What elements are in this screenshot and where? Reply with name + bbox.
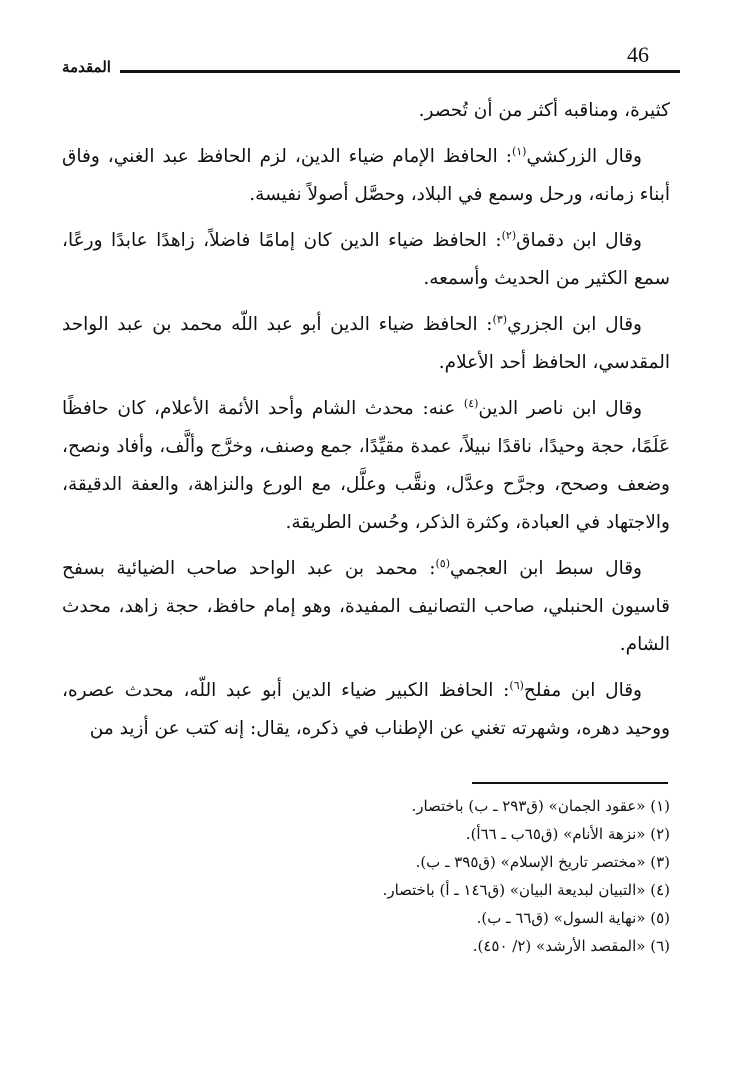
paragraph-text: : الحافظ ضياء الدين كان إمامًا فاضلاً، زاهدًا عابدًا ورعًا، سمع الكثير من الحديث وأسمعه. [62, 230, 670, 289]
footnote: (٤) «التبيان لبديعة البيان» (ق١٤٦ ـ أ) باختصار. [382, 881, 670, 899]
paragraph [62, 390, 670, 542]
footnote-marker: (٣) [492, 312, 508, 326]
footnotes [62, 792, 670, 960]
main-text [62, 92, 670, 756]
paragraph-text: عنه: محدث الشام وأحد الأئمة الأعلام، كان حافظًا عَلَمًا، حجة وحيدًا، ناقدًا نبيلاً، عمدة مقيِّدًا، جمع وصنف، وخرَّج وألَّف، وأفاد ونصح، وضعف وصحح، وجرَّح وعدَّل، ونقَّب وعلَّل، مع الورع والنزاهة، والعفة الدقيقة، والاجتهاد في العبادة، وكثرة الذكر، وحُسن الطريقة. [62, 398, 670, 533]
paragraph [62, 222, 670, 298]
paragraph [62, 138, 670, 214]
paragraph-text: : الحافظ الإمام ضياء الدين، لزم الحافظ عبد الغني، وفاق أبناء زمانه، ورحل وسمع في البلاد، وحصَّل أصولاً نفيسة. [62, 146, 670, 205]
paragraph-text: وقال ابن دقماق [516, 230, 642, 251]
footnote: (٥) «نهاية السول» (ق٦٦ ـ ب). [476, 909, 670, 927]
footnote-marker: (٤) [463, 396, 479, 410]
paragraph-text: : محمد بن عبد الواحد صاحب الضيائية بسفح قاسيون الحنبلي، صاحب التصانيف المفيدة، وهو إمام حافظ، حجة زاهد، محدث الشام. [62, 558, 670, 655]
page-number: 46 [627, 42, 649, 67]
footnote-marker: (٢) [501, 228, 517, 242]
paragraph-text: وقال ابن مفلح [523, 680, 642, 701]
paragraph-text: : الحافظ الكبير ضياء الدين أبو عبد اللّه، محدث عصره، ووحيد دهره، وشهرته تغني عن الإطناب في ذكره، يقال: إنه كتب عن أزيد من [62, 680, 670, 739]
paragraph [62, 550, 670, 664]
paragraph-text: كثيرة، ومناقبه أكثر من أن تُحصر. [418, 100, 670, 121]
footnote: (٦) «المقصد الأرشد» (٢/ ٤٥٠). [472, 937, 670, 955]
paragraph-text: وقال ابن الجزري [507, 314, 642, 335]
running-title: المقدمة [62, 58, 111, 76]
footnote: (١) «عقود الجمان» (ق٢٩٣ ـ ب) باختصار. [411, 797, 670, 815]
paragraph [62, 672, 670, 748]
footnote-marker: (٥) [435, 556, 450, 570]
footnote: (٢) «نزهة الأنام» (ق٦٥ب ـ ٦٦أ). [465, 825, 670, 843]
header-rule [120, 70, 680, 73]
paragraph-text: وقال ابن ناصر الدين [478, 398, 642, 419]
footnote-marker: (٦) [509, 678, 524, 692]
footnote-separator [472, 782, 668, 784]
page-header [62, 42, 662, 82]
paragraph-text: : الحافظ ضياء الدين أبو عبد اللّه محمد بن عبد الواحد المقدسي، الحافظ أحد الأعلام. [62, 314, 670, 373]
paragraph-text: وقال الزركشي [526, 146, 642, 167]
paragraph [62, 306, 670, 382]
paragraph [62, 92, 670, 130]
paragraph-text: وقال سبط ابن العجمي [449, 558, 642, 579]
footnote: (٣) «مختصر تاريخ الإسلام» (ق٣٩٥ ـ ب). [415, 853, 670, 871]
footnote-marker: (١) [511, 144, 527, 158]
